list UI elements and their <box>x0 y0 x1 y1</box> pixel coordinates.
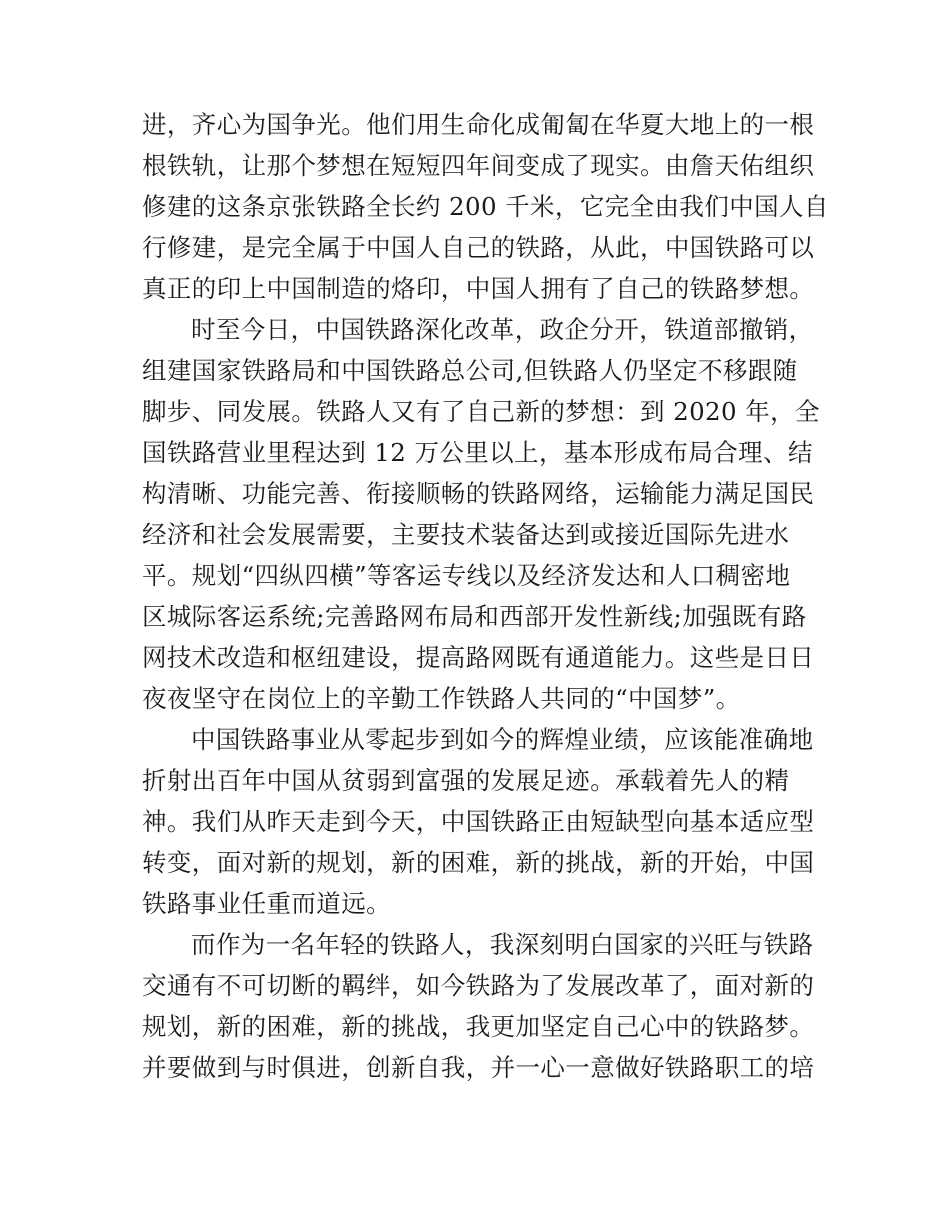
text-line: 网技术改造和枢纽建设，提高路网既有通道能力。这些是日日 <box>142 643 815 672</box>
text-line: 脚步、同发展。铁路人又有了自己新的梦想：到 2020 年，全 <box>142 397 820 426</box>
text-line: 交通有不可切断的羁绊，如今铁路为了发展改革了，面对新的 <box>142 971 815 1000</box>
text-line: 而作为一名年轻的铁路人，我深刻明白国家的兴旺与铁路 <box>191 930 814 959</box>
text-line: 并要做到与时俱进，创新自我，并一心一意做好铁路职工的培 <box>142 1053 815 1082</box>
text-line: 铁路事业任重而道远。 <box>142 889 391 918</box>
text-line: 进，齐心为国争光。他们用生命化成匍匐在华夏大地上的一根 <box>142 110 815 139</box>
text-line: 夜夜坚守在岗位上的辛勤工作铁路人共同的“中国梦”。 <box>142 684 741 713</box>
text-line: 转变，面对新的规划，新的困难，新的挑战，新的开始，中国 <box>142 848 815 877</box>
text-line: 组建国家铁路局和中国铁路总公司,但铁路人仍坚定不移跟随 <box>142 356 798 385</box>
text-line: 中国铁路事业从零起步到如今的辉煌业绩，应该能准确地 <box>191 725 814 754</box>
text-line: 区城际客运系统;完善路网布局和西部开发性新线;加强既有路 <box>142 602 807 631</box>
text-line: 国铁路营业里程达到 12 万公里以上，基本形成布局合理、结 <box>142 438 813 467</box>
paragraph-1 <box>142 104 829 309</box>
paragraph-2 <box>142 309 820 719</box>
text-line: 折射出百年中国从贫弱到富强的发展足迹。承载着先人的精 <box>142 766 790 795</box>
text-line: 行修建，是完全属于中国人自己的铁路，从此，中国铁路可以 <box>142 233 815 262</box>
text-line: 根铁轨，让那个梦想在短短四年间变成了现实。由詹天佑组织 <box>142 151 815 180</box>
text-line: 修建的这条京张铁路全长约 200 千米，它完全由我们中国人自 <box>142 192 829 221</box>
paragraph-3 <box>142 719 815 924</box>
paragraph-4 <box>142 924 815 1088</box>
text-line: 时至今日，中国铁路深化改革，政企分开，铁道部撤销， <box>191 315 814 344</box>
text-line: 构清晰、功能完善、衔接顺畅的铁路网络，运输能力满足国民 <box>142 479 815 508</box>
text-line: 经济和社会发展需要，主要技术装备达到或接近国际先进水 <box>142 520 790 549</box>
text-line: 平。规划“四纵四横”等客运专线以及经济发达和人口稠密地 <box>142 561 791 590</box>
text-line: 规划，新的困难，新的挑战，我更加坚定自己心中的铁路梦。 <box>142 1012 815 1041</box>
document-body <box>142 104 829 1088</box>
text-line: 神。我们从昨天走到今天，中国铁路正由短缺型向基本适应型 <box>142 807 815 836</box>
text-line: 真正的印上中国制造的烙印，中国人拥有了自己的铁路梦想。 <box>142 274 815 303</box>
